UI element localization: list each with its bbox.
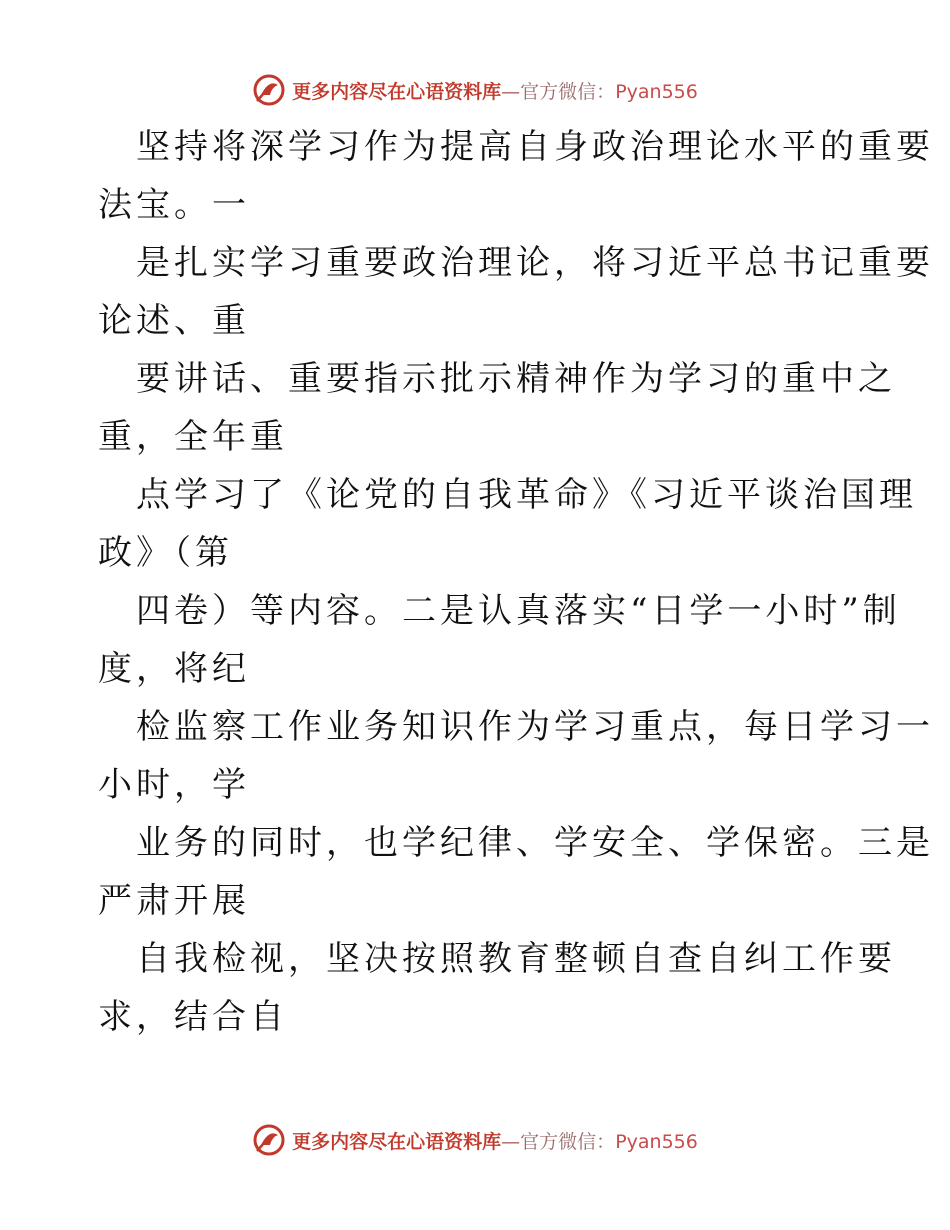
body-line-4: 论述、重: [98, 301, 250, 341]
body-line-6: 重，全年重: [98, 417, 288, 457]
body-line-12: 小时，学: [98, 765, 250, 805]
body-line-13: 业务的同时，也学纪律、学安全、学保密。三是: [136, 823, 934, 863]
header-site-name: 更多内容尽在心语资料库: [292, 80, 502, 103]
footer-wechat-label: 官方微信：: [520, 1130, 616, 1153]
header-banner: [0, 70, 950, 110]
document-body: [98, 118, 934, 1046]
body-line-9: 四卷）等内容。二是认真落实“日学一小时”制: [136, 591, 901, 631]
body-line-1: 坚持将深学习作为提高自身政治理论水平的重要: [136, 127, 934, 167]
footer-dash: —: [501, 1130, 521, 1153]
footer-site-name: 更多内容尽在心语资料库: [292, 1130, 502, 1153]
body-line-14: 严肃开展: [98, 881, 250, 921]
logo-icon: [252, 73, 286, 107]
header-wechat-label: 官方微信：: [520, 80, 616, 103]
body-line-3: 是扎实学习重要政治理论，将习近平总书记重要: [136, 243, 934, 283]
logo-icon: [252, 1123, 286, 1157]
footer-banner-text: [292, 1127, 698, 1154]
body-line-8: 政》（第: [98, 533, 233, 573]
body-line-7: 点学习了《论党的自我革命》《习近平谈治国理: [136, 475, 917, 515]
header-dash: —: [501, 80, 521, 103]
footer-wechat-id: Pyan556: [615, 1130, 698, 1153]
header-banner-text: [292, 77, 698, 104]
header-wechat-id: Pyan556: [615, 80, 698, 103]
body-line-5: 要讲话、重要指示批示精神作为学习的重中之: [136, 359, 896, 399]
body-line-10: 度，将纪: [98, 649, 250, 689]
footer-banner: [0, 1120, 950, 1160]
body-line-15: 自我检视，坚决按照教育整顿自查自纠工作要: [136, 939, 896, 979]
body-line-16: 求，结合自: [98, 997, 288, 1037]
body-line-11: 检监察工作业务知识作为学习重点，每日学习一: [136, 707, 934, 747]
body-line-2: 法宝。一: [98, 185, 250, 225]
